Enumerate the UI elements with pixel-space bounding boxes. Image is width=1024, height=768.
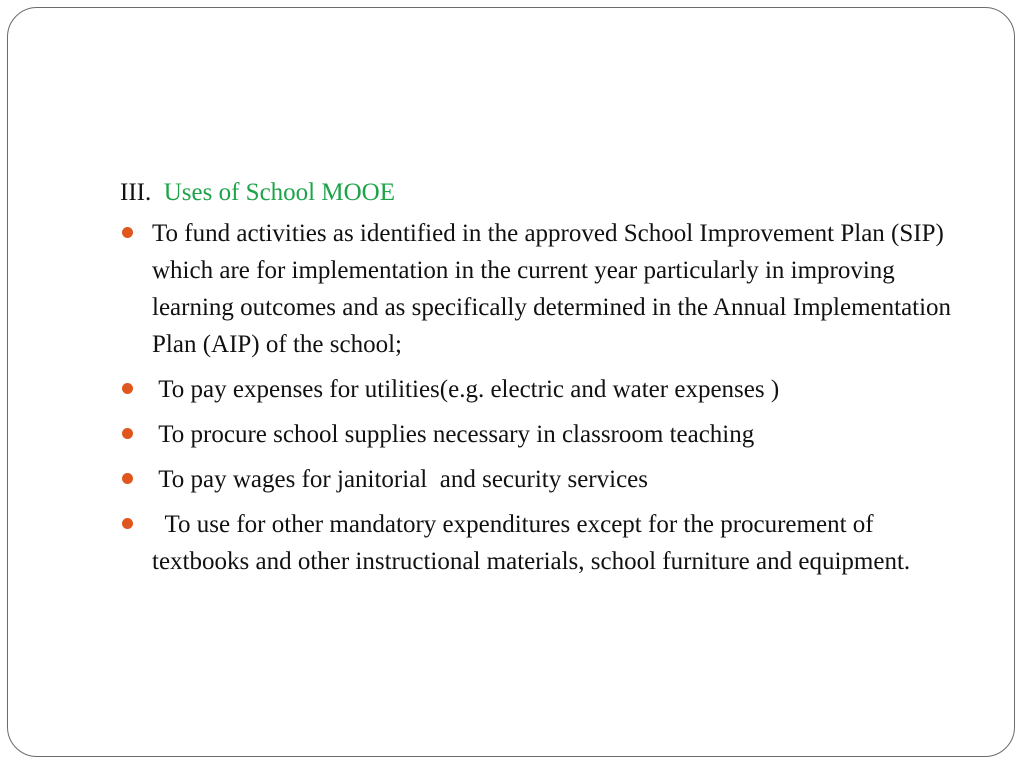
list-item	[120, 371, 960, 408]
list-item	[120, 461, 960, 498]
section-heading	[120, 174, 960, 211]
bullet-dot-icon	[122, 473, 133, 484]
section-title: Uses of School MOOE	[163, 179, 395, 206]
list-item	[120, 416, 960, 453]
bullet-dot-icon	[122, 518, 133, 529]
slide-frame	[7, 7, 1015, 757]
list-item	[120, 506, 960, 580]
list-item	[120, 215, 960, 363]
list-item-text: To procure school supplies necessary in classroom teaching	[152, 421, 755, 448]
bullet-dot-icon	[122, 227, 133, 238]
bullet-dot-icon	[122, 428, 133, 439]
list-item-text: To use for other mandatory expenditures except for the procurement of textbooks and other instructional materials, school furniture and equipment.	[152, 511, 911, 575]
list-item-text: To pay wages for janitorial and security services	[152, 466, 648, 493]
bullet-list	[120, 215, 960, 580]
slide-content	[120, 174, 960, 588]
section-number: III.	[120, 179, 164, 206]
list-item-text: To pay expenses for utilities(e.g. electric and water expenses )	[152, 376, 780, 403]
list-item-text: To fund activities as identified in the approved School Improvement Plan (SIP) which are for implementation in the current year particularly in improving learning outcomes and as specifically determined in the Annual Implementation Plan (AIP) of the school;	[152, 220, 958, 358]
bullet-dot-icon	[122, 383, 133, 394]
